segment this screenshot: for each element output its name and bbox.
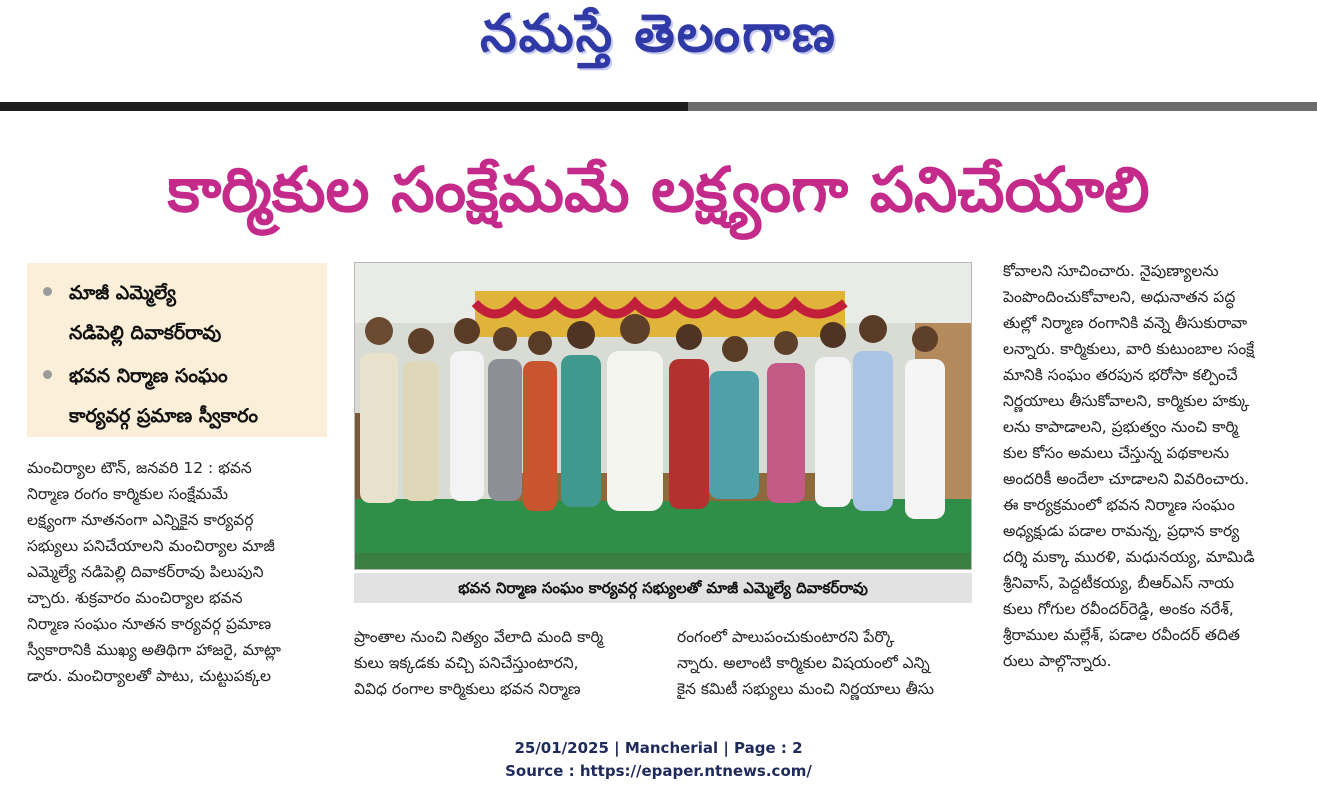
masthead-rule-dark bbox=[0, 102, 688, 111]
text-line: కుల కోసం అమలు చేస్తున్న పథకాలను bbox=[1003, 444, 1230, 462]
article-column-1 bbox=[27, 455, 327, 689]
group-photo-image bbox=[355, 263, 971, 569]
newspaper-logo: నమస్తే తెలంగాణ bbox=[480, 4, 837, 64]
text-line: లను కాపాడాలని, ప్రభుత్వం నుంచి కార్మి bbox=[1003, 418, 1239, 436]
text-line: వివిధ రంగాల కార్మికులు భవన నిర్మాణ bbox=[354, 680, 581, 698]
text-line: లన్నారు. కార్మికులు, వారి కుటుంబాల సంక్షే bbox=[1003, 340, 1255, 358]
text-line: ఎమ్మెల్యే నడిపెల్లి దివాకర్‌రావు పిలుపుని bbox=[27, 563, 264, 581]
article-headline: కార్మికుల సంక్షేమమే లక్ష్యంగా పనిచేయాలి bbox=[167, 153, 1150, 226]
footer bbox=[0, 737, 1317, 783]
source-link[interactable]: https://epaper.ntnews.com/ bbox=[579, 762, 812, 780]
text-line: పెంపొందించుకోవాలని, అధునాతన పద్ధ bbox=[1003, 288, 1236, 306]
highlight-line: మాజీ ఎమ్మెల్యే bbox=[69, 282, 176, 304]
text-line: అధ్యక్షుడు పడాల రామన్న, ప్రధాన కార్య bbox=[1003, 522, 1240, 540]
text-line: మంచిర్యాల టౌన్, జనవరి 12 : భవన bbox=[27, 459, 252, 477]
text-line: లక్ష్యంగా నూతనంగా ఎన్నికైన కార్యవర్గ bbox=[27, 511, 254, 529]
text-line: రంగంలో పాలుపంచుకుంటారని పేర్కొ bbox=[677, 628, 895, 646]
text-line: చ్చారు. శుక్రవారం మంచిర్యాల భవన bbox=[27, 589, 243, 607]
text-line: న్నారు. అలాంటి కార్మికుల విషయంలో ఎన్ని bbox=[677, 654, 930, 672]
text-line: స్వీకారానికి ముఖ్య అతిథిగా హాజరై, మాట్లా bbox=[27, 641, 281, 659]
text-line: డారు. మంచిర్యాలతో పాటు, చుట్టుపక్కల bbox=[27, 667, 272, 685]
text-line: కైన కమిటీ సభ్యులు మంచి నిర్ణయాలు తీసు bbox=[677, 680, 935, 698]
source-label: Source : bbox=[505, 762, 580, 780]
text-line: నిర్ణయాలు తీసుకోవాలని, కార్మికుల హక్కు bbox=[1003, 392, 1250, 410]
highlight-line: కార్యవర్గ ప్రమాణ స్వీకారం bbox=[69, 405, 259, 427]
text-line: కోవాలని సూచించారు. నైపుణ్యాలను bbox=[1003, 262, 1219, 280]
article-photo bbox=[354, 262, 972, 570]
article-column-2 bbox=[354, 624, 654, 702]
text-line: తుల్లో నిర్మాణ రంగానికి వన్నె తీసుకురావా bbox=[1003, 314, 1248, 332]
text-line: నిర్మాణ రంగం కార్మికుల సంక్షేమమే bbox=[27, 485, 229, 503]
text-line: రులు పాల్గొన్నారు. bbox=[1003, 652, 1112, 670]
bullet-icon bbox=[43, 370, 52, 379]
footer-source bbox=[0, 760, 1317, 783]
highlight-line: భవన నిర్మాణ సంఘం bbox=[69, 365, 228, 387]
text-line: నిర్మాణ సంఘం నూతన కార్యవర్గ ప్రమాణ bbox=[27, 615, 272, 633]
masthead bbox=[0, 0, 1317, 82]
text-line: శ్రీరాముల మల్లేశ్, పడాల రవీందర్ తదిత bbox=[1003, 626, 1240, 644]
text-line: దర్శి మక్కా మురళి, మధునయ్య, మామిడి bbox=[1003, 548, 1255, 566]
footer-date-edition: 25/01/2025 | Mancherial | Page : 2 bbox=[514, 739, 803, 757]
text-line: ఈ కార్యక్రమంలో భవన నిర్మాణ సంఘం bbox=[1003, 496, 1235, 514]
text-line: కులు ఇక్కడకు వచ్చి పనిచేస్తుంటారని, bbox=[354, 654, 579, 672]
text-line: సభ్యులు పనిచేయాలని మంచిర్యాల మాజీ bbox=[27, 537, 275, 555]
text-line: శ్రీనివాస్, పెద్దటీకయ్య, బీఆర్‌ఎస్ నాయ bbox=[1003, 574, 1235, 592]
text-line: అందరికీ అందేలా చూడాలని వివరించారు. bbox=[1003, 470, 1250, 488]
highlights-box bbox=[27, 263, 327, 437]
article-column-3 bbox=[677, 624, 975, 702]
article-column-4 bbox=[1003, 258, 1300, 674]
photo-caption: భవన నిర్మాణ సంఘం కార్యవర్గ సభ్యులతో మాజీ ఎమ్మెల్యే దివాకర్‌రావు bbox=[354, 573, 972, 603]
text-line: ప్రాంతాల నుంచి నిత్యం వేలాది మంది కార్మి bbox=[354, 628, 604, 646]
text-line: కులు గోగుల రవీందర్‌రెడ్డి, అంకం నరేశ్, bbox=[1003, 600, 1234, 618]
masthead-rule-grey bbox=[688, 102, 1317, 111]
highlight-text bbox=[69, 273, 329, 353]
text-line: మానికి సంఘం తరపున భరోసా కల్పించే bbox=[1003, 366, 1238, 384]
highlight-text bbox=[69, 356, 329, 436]
bullet-icon bbox=[43, 287, 52, 296]
highlight-line: నడిపెల్లి దివాకర్‌రావు bbox=[69, 322, 222, 344]
